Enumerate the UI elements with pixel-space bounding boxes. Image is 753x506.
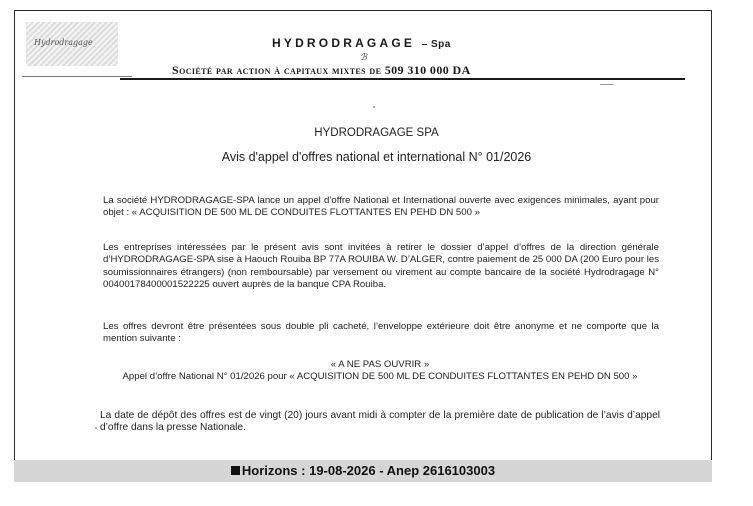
footer-text: Horizons : 19-08-2026 - Anep 2616103003 [241,463,496,478]
logo-underline [22,76,132,77]
company-name [272,36,451,50]
logo-signature: Hydrodragage [34,38,93,47]
paragraph-offers: Les offres devront être présentées sous double pli cacheté, l’enveloppe extérieure doit être anonyme et ne comporte que la mention suivante : [103,321,659,345]
square-bullet-icon [231,466,240,475]
company-subtitle: Société par action à capitaux mixtes de 509 310 000 DA [172,63,471,77]
mention-reference: Appel d’offre National N° 01/2026 pour « ACQUISITION DE 500 ML DE CONDUITES FLOTTANTES EN PEHD DN 500 » [122,371,638,383]
scan-speck [95,427,97,429]
paragraph-object: La société HYDRODRAGAGE-SPA lance un appel d’offre National et International ouverte avec exigences minimales, ayant pour objet : « ACQUISITION DE 500 ML DE CONDUITES FLOTTANTES EN PEHD DN 500 » [103,195,659,219]
publication-footer [14,460,712,482]
scan-speck [373,106,375,108]
paragraph-mention [96,359,664,384]
paragraph-deadline: La date de dépôt des offres est de vingt (20) jours avant midi à compter de la première date de publication de l’avis d’appel d’offre dans la presse Nationale. [100,410,660,434]
header-divider [120,78,685,80]
paragraph-dossier: Les entreprises intéressées par le présent avis sont invitées à retirer le dossier d’appel d’offres de la direction générale d’HYDRODRAGAGE-SPA sise à Haouch Rouiba BP 77A ROUIBA W. D’ALGER, contre paiement de 25 000 DA (200 Euro pour les soumissionnaires étrangers) (non remboursable) par versement ou virement au compte bancaire de la société Hydrodragage N° 00400178400001522225 ouvert auprès de la banque CPA Rouiba. [103,242,659,291]
company-suffix: – Spa [421,39,451,50]
notice-title: HYDRODRAGAGE SPA [314,127,439,139]
company-name-text: HYDRODRAGAGE [272,36,416,50]
header-mark: ℬ [360,53,368,63]
notice-heading: Avis d'appel d'offres national et international N° 01/2026 [221,150,532,164]
mention-line: « A NE PAS OUVRIR » [330,359,430,370]
scan-speck [600,84,614,85]
